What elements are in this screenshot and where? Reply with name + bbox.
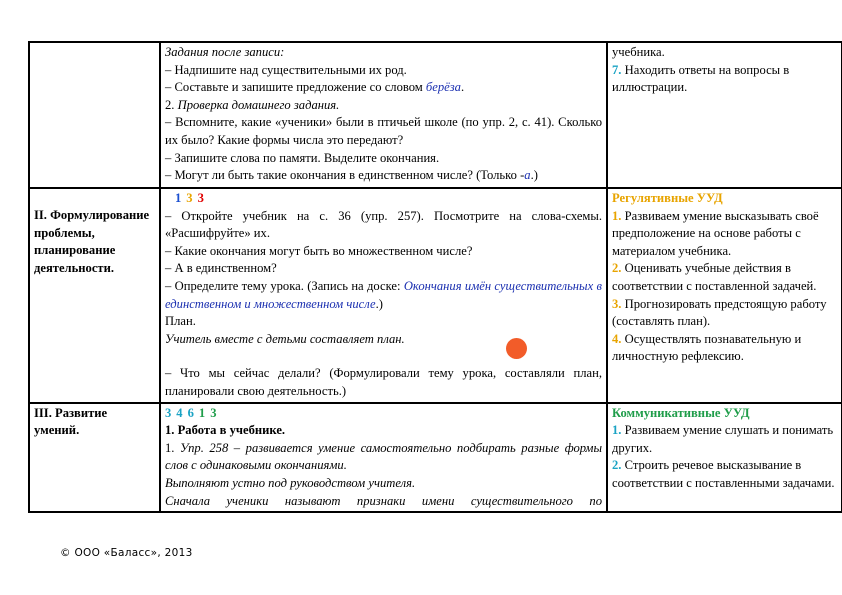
number-badge: 4 xyxy=(176,405,183,420)
activity-line: Выполняют устно под руководством учителя. xyxy=(165,475,416,490)
orange-marker-dot xyxy=(506,338,527,359)
homework-check: Проверка домашнего задания. xyxy=(177,97,340,112)
activity-line: – Что мы сейчас делали? (Формулировали тему урока, составляли план, планировали свою деятельность.) xyxy=(165,366,602,398)
uud-item: 1. Развиваем умение высказывать своё предположение на основе работы с материалом учебника. xyxy=(612,208,819,258)
activity-cell xyxy=(160,42,607,188)
stage-title: II. Формулирование проблемы, планирование деятельности. xyxy=(34,208,150,275)
uud-title: Регулятивные УУД xyxy=(612,191,723,205)
stage-cell xyxy=(29,403,160,513)
section-numbers xyxy=(165,405,602,423)
uud-item: 4. Осуществлять познавательную и личностную рефлексию. xyxy=(612,331,802,364)
uud-cell xyxy=(607,403,842,513)
table-row xyxy=(29,403,842,513)
number-badge: 6 xyxy=(187,405,194,420)
number-badge: 3 xyxy=(186,191,193,205)
activity-line: – Определите тему урока. (Запись на доске: Окончания имён существительных в единственном и множественном числе.) xyxy=(165,278,602,311)
activity-line: – Составьте и запишите предложение со словом берёза. xyxy=(165,80,465,95)
number-badge: 1 xyxy=(198,405,206,420)
uud-cell xyxy=(607,42,842,188)
uud-item: 1. Развиваем умение слушать и понимать других. xyxy=(612,423,834,455)
activity-line: 1. Работа в учебнике. xyxy=(165,423,286,438)
stage-title: III. Развитие умений. xyxy=(34,405,108,438)
activity-line: План. xyxy=(165,314,196,329)
word-bereza: берёза xyxy=(425,80,461,95)
activity-line: – Запишите слова по памяти. Выделите окончания. xyxy=(165,150,440,165)
task-heading: Задания после записи: xyxy=(165,45,285,59)
uud-item: 2. Строить речевое высказывание в соответствии с поставленными задачами. xyxy=(612,458,835,490)
uud-text: учебника. xyxy=(612,45,665,59)
copyright-footer: © ООО «Баласс», 2013 xyxy=(60,547,193,559)
stage-cell xyxy=(29,188,160,403)
activity-line: – Какие окончания могут быть во множественном числе? xyxy=(165,243,473,258)
table-row xyxy=(29,42,842,188)
number-badge: 3 xyxy=(210,405,217,420)
uud-title: Коммуникативные УУД xyxy=(612,405,750,420)
section-numbers xyxy=(165,190,602,208)
uud-item: 2. Оценивать учебные действия в соответствии с поставленной задачей. xyxy=(612,261,817,293)
activity-line: – Вспомните, какие «ученики» были в птичьей школе (по упр. 2, с. 41). Сколько их было? Какие формы числа это передают? xyxy=(165,115,602,147)
activity-line: – Откройте учебник на с. 36 (упр. 257). Посмотрите на слова-схемы. «Расшифруйте» их. xyxy=(165,208,602,241)
activity-line: – Могут ли быть такие окончания в единственном числе? (Только -а.) xyxy=(165,168,538,183)
number-badge: 3 xyxy=(165,405,172,420)
activity-cell xyxy=(160,188,607,403)
activity-line: – А в единственном? xyxy=(165,261,277,276)
uud-item: 7. Находить ответы на вопросы в иллюстрации. xyxy=(612,62,790,95)
activity-line: – Надпишите над существительными их род. xyxy=(165,62,407,77)
activity-line: 1. Упр. 258 – развивается умение самостоятельно подбирать разные формы слов с одинаковыми окончаниями. xyxy=(165,440,603,473)
number-badge: 1 xyxy=(175,191,182,205)
activity-line: Сначала ученики называют признаки имени существительного по xyxy=(165,493,602,508)
activity-line: 2. Проверка домашнего задания. xyxy=(165,97,340,112)
uud-cell xyxy=(607,188,842,403)
number-badge: 3 xyxy=(197,191,204,205)
activity-line: Учитель вместе с детьми составляет план. xyxy=(165,331,405,346)
lesson-topic: Окончания имён существительных в единственном и множественном числе xyxy=(165,278,602,311)
uud-item: 3. Прогнозировать предстоящую работу (составлять план). xyxy=(612,296,827,329)
activity-cell xyxy=(160,403,607,513)
table-row xyxy=(29,188,842,403)
lesson-plan-table xyxy=(28,41,842,513)
stage-cell-empty xyxy=(29,42,160,188)
